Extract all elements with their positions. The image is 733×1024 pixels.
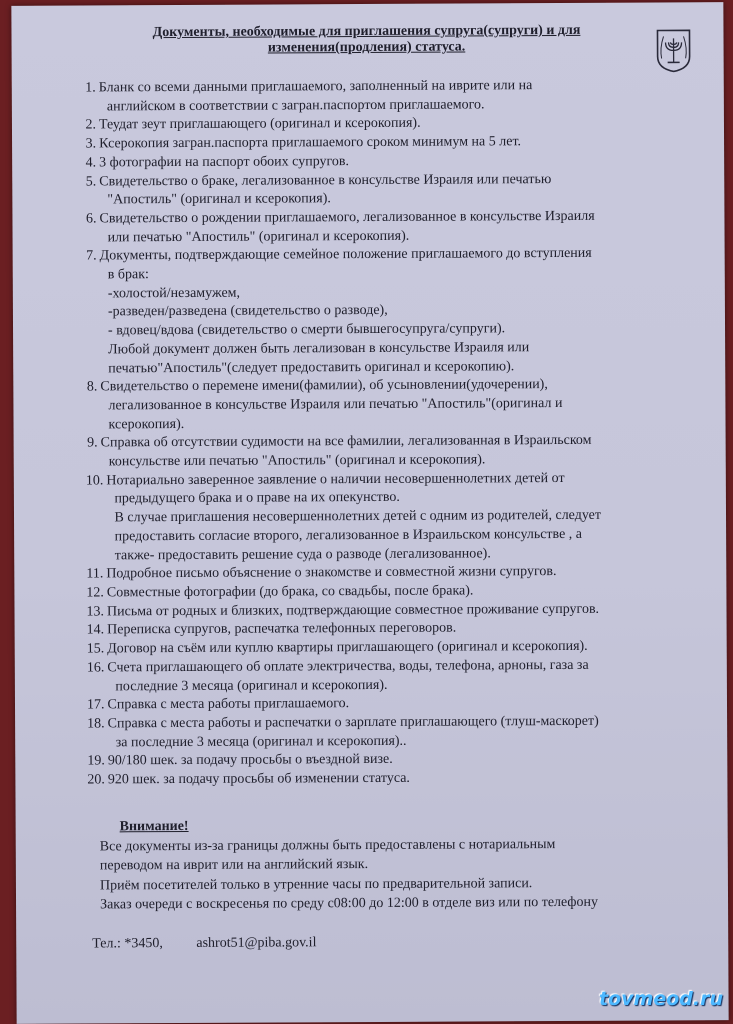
item-text-line: Справка с места работы и распечатки о зарплате приглашающего (тлуш-маскорет) (107, 713, 599, 732)
item-number: 4. (85, 155, 97, 171)
item-text (100, 375, 721, 434)
item-text-line: - вдовец/вдова (свидетельство о смерти бывшегосупруга/супруги). (108, 321, 506, 339)
item-text-line: Справка об отсутствии судимости на все фамилии, легализованная в Израильском (100, 433, 592, 451)
notice-section (100, 814, 721, 915)
item-text-line: Подробное письмо объяснение о знакомстве и совместной жизни супругов. (106, 564, 557, 582)
phone-number: Тел.: *3450, (92, 936, 163, 952)
title-line-1: Документы, необходимые для приглашения супруга(супруги) и для (152, 22, 581, 41)
item-number: 1. (85, 80, 96, 96)
item-text-line: Письма от родных и близких, подтверждающие совместное проживание супругов. (106, 601, 600, 620)
list-item (87, 656, 723, 697)
item-text-line: "Апостиль" (оригинал и ксерокопия). (107, 191, 331, 208)
item-number: 19. (87, 753, 105, 769)
list-item (86, 469, 722, 566)
state-emblem-icon (653, 28, 693, 72)
list-item (84, 207, 720, 248)
item-text-line: легализованное в консульстве Израиля или печатью "Апостиль"(оригинал и (108, 395, 563, 414)
item-text-line: Документы, подтверждающие семейное положение приглашаемого до вступления (99, 246, 592, 264)
item-number: 9. (87, 435, 98, 451)
item-text-line: в брак: (107, 267, 149, 283)
item-number: 15. (86, 641, 105, 657)
item-number: 20. (87, 772, 105, 788)
item-number: 2. (85, 117, 97, 133)
item-text-line: ксерокопия). (108, 416, 185, 433)
item-text (108, 768, 724, 790)
item-number: 5. (85, 173, 97, 189)
item-text-line: 3 фотографии на паспорт обоих супругов. (99, 153, 350, 171)
email-address: ashrot51@piba.gov.il (196, 935, 317, 951)
notice-line: Все документы из-за границы должны быть предоставлены с нотариальным (99, 836, 556, 854)
item-text-line: Нотариально заверенное заявление о наличии несовершеннолетних детей от (106, 470, 565, 489)
title-line-2: изменения(продления) статуса. (267, 39, 466, 56)
item-text (107, 656, 723, 697)
item-text-line: Свидетельство о браке, легализованное в консульстве Израиля или печатью (99, 171, 552, 189)
list-item (84, 76, 720, 117)
item-text-line: Любой документ должен быть легализован в консульстве Израиля или (108, 340, 530, 358)
item-number: 12. (86, 585, 104, 601)
item-text-line: также- предоставить решение суда о разводе (легализованное). (114, 545, 491, 563)
item-text (108, 712, 724, 753)
item-text-line: Бланк со всеми данными приглашаемого, заполненный на иврите или на (98, 78, 533, 96)
item-text-line: Теудат зеут приглашающего (оригинал и ксерокопия). (98, 116, 421, 133)
contacts (92, 933, 492, 953)
list-item (86, 432, 722, 473)
item-text-line: или печатью "Апостиль" (оригинал и ксерокопия). (107, 228, 410, 245)
item-text-line: Переписка супругов, распечатка телефонных переговоров. (107, 620, 457, 638)
item-text (99, 76, 720, 117)
item-text (99, 207, 720, 248)
list-item (87, 768, 723, 790)
item-text-line: -холостой/незамужем, (107, 285, 241, 302)
document-list (84, 76, 724, 790)
item-text (101, 432, 722, 473)
item-text-line: предыдущего брака и о праве на их опекунство. (114, 490, 400, 507)
item-text-line: Свидетельство о рождении приглашаемого, легализованное в консульстве Израиля (99, 208, 595, 227)
notice-line: переводом на иврит или на английский язык. (99, 857, 369, 874)
list-item (85, 375, 721, 434)
item-number: 11. (86, 566, 104, 582)
item-text (99, 170, 720, 211)
item-text-line: 90/180 шек. за подачу просьбы о въездной визе. (107, 752, 393, 769)
item-text-line: английском в соответствии с загран.паспортом приглашаемого. (106, 97, 485, 115)
item-number: 17. (86, 697, 105, 713)
item-text-line: В случае приглашения несовершеннолетних детей с одним из родителей, следует (114, 507, 602, 526)
item-text-line: Свидетельство о перемене имени(фамилии), об усыновлении(удочерении), (100, 377, 548, 395)
item-text-line: 920 шек. за подачу просьбы об изменении статуса. (107, 770, 410, 788)
item-number: 13. (86, 604, 105, 620)
item-text-line: Совместные фотографии (до брака, со свадьбы, после брака). (106, 583, 474, 601)
notice-line: Заказ очереди с воскресенья по среду с08:00 до 12:00 в отделе виз или по телефону (100, 894, 598, 913)
item-number: 10. (85, 473, 104, 489)
item-number: 7. (86, 248, 97, 264)
item-text-line: за последние 3 месяца (оригинал и ксерокопия).. (115, 733, 407, 750)
item-text-line: Ксерокопия загран.паспорта приглашаемого сроком минимум на 5 лет. (99, 134, 522, 152)
item-number: 18. (87, 716, 105, 732)
list-item (84, 170, 720, 211)
item-text-line: предоставить согласие второго, легализованное в Израильском консульстве , а (114, 526, 583, 545)
item-text-line: Счета приглашающего об оплате электричества, воды, телефона, арноны, газа за (107, 657, 589, 676)
watermark: tovmeod.ru (599, 988, 723, 1010)
item-text-line: печатью"Апостиль"(следует предоставить оригинал и ксерокопию). (108, 358, 515, 376)
item-text (100, 244, 722, 378)
list-item (87, 712, 723, 753)
item-text-line: Справка с места работы приглашаемого. (107, 696, 350, 713)
item-number: 8. (86, 379, 98, 395)
notice-heading: Внимание! (119, 818, 189, 835)
item-text (106, 469, 722, 566)
list-item (85, 244, 722, 378)
notice-line: Приём посетителей только в утренние часы по предварительной записи. (99, 875, 533, 893)
item-number: 3. (85, 136, 97, 152)
item-number: 6. (85, 211, 97, 227)
item-text-line: -разведен/разведена (свидетельство о разводе), (107, 303, 388, 320)
document-sheet (11, 2, 728, 1024)
page-title (71, 22, 661, 57)
item-text-line: Договор на съём или куплю квартиры приглашающего (оригинал и ксерокопия). (107, 638, 588, 657)
item-text-line: последние 3 месяца (оригинал и ксерокопия). (115, 677, 388, 694)
item-text-line: консульстве или печатью "Апостиль" (оригинал и ксерокопия). (108, 452, 486, 470)
item-number: 16. (86, 660, 105, 676)
item-number: 14. (86, 622, 105, 638)
